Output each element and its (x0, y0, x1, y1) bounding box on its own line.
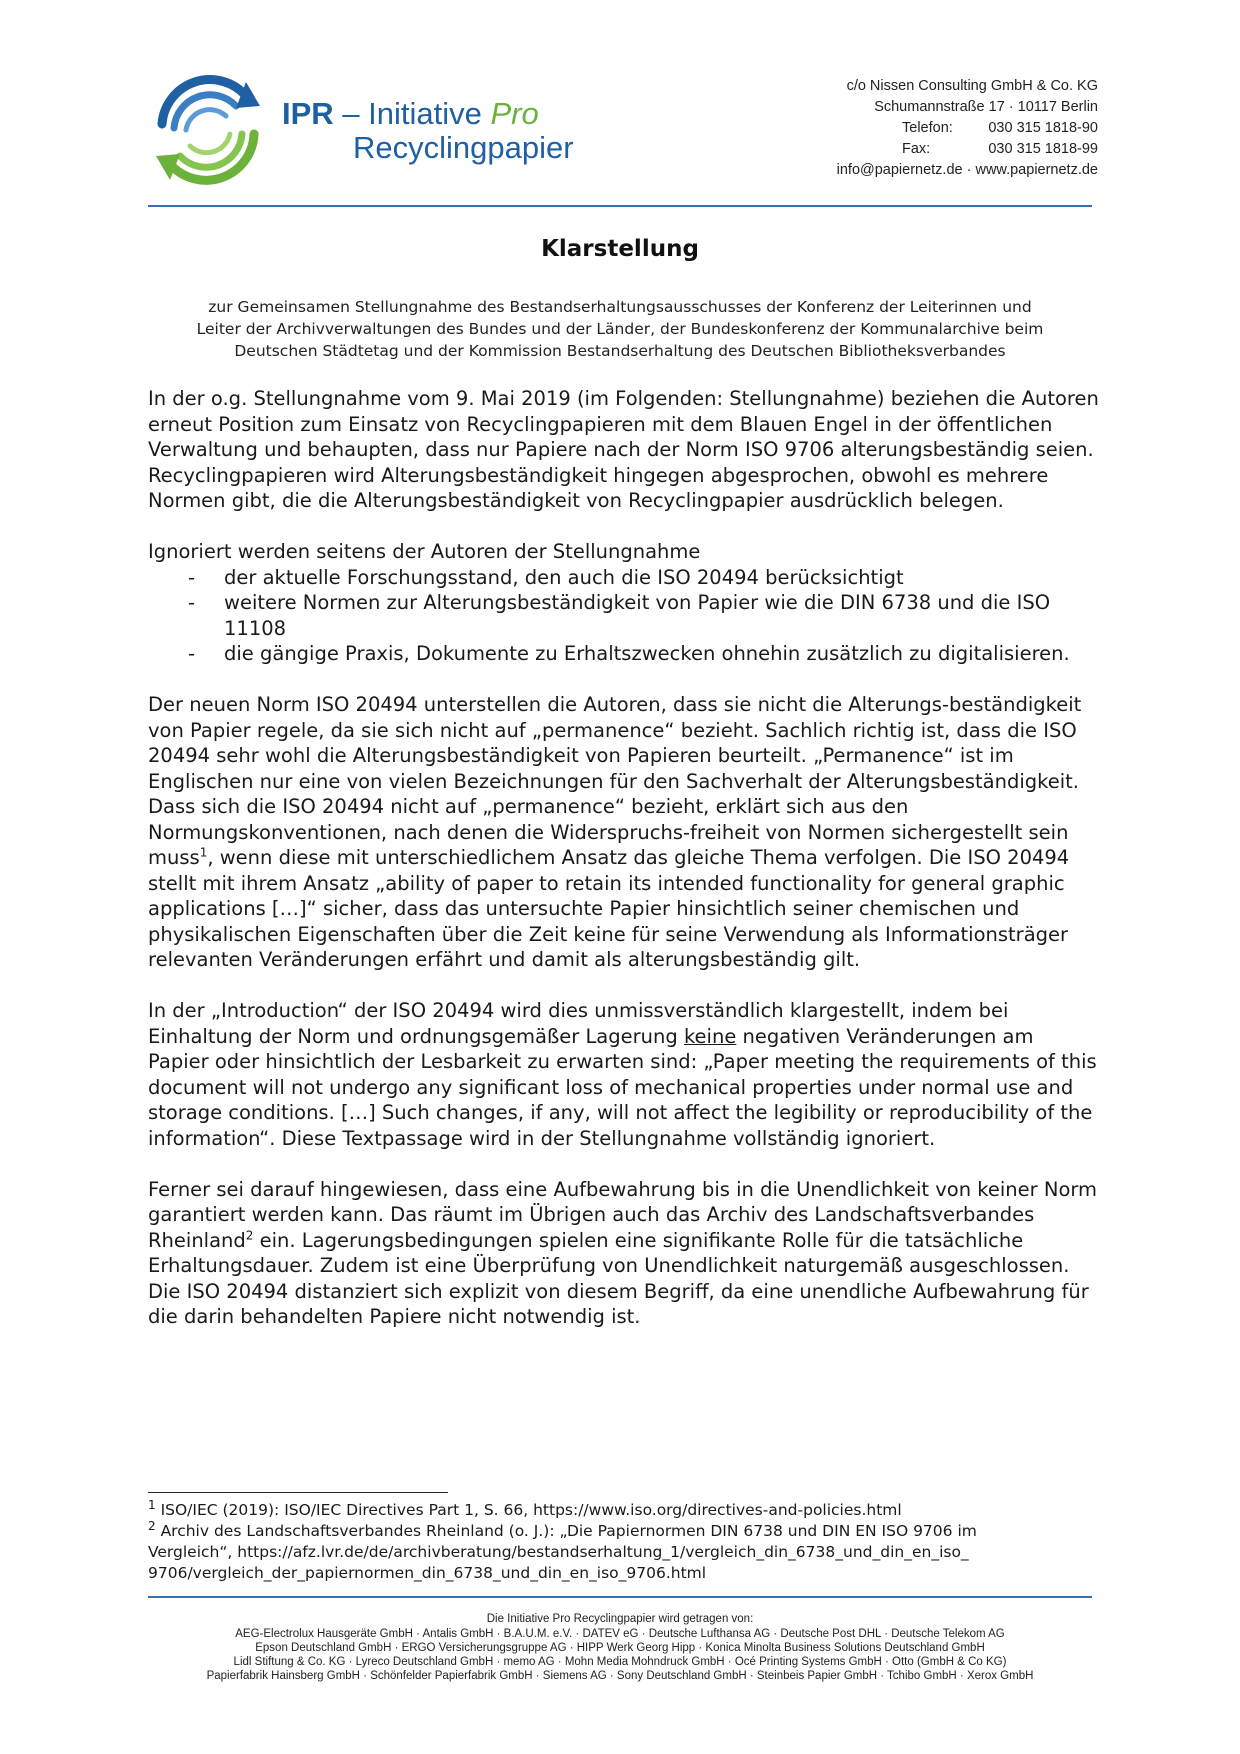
fax-label: Fax: (902, 141, 931, 157)
header-divider (148, 205, 1092, 207)
recycling-swirl-icon (148, 72, 270, 190)
subtitle-line-3: Deutschen Städtetag und der Kommission Bestandserhaltung des Deutschen Bibliotheksverbandes (234, 342, 1006, 360)
footnote-ref-1[interactable]: 1 (199, 845, 208, 860)
paragraph-4-text-a: In der „Introduction“ der ISO 20494 wird dies unmissverständlich klargestellt, indem bei Einhaltung der Norm und ordnungsgemäßer Lagerung (148, 999, 1009, 1048)
underlined-keine: keine (683, 1024, 737, 1048)
subtitle-line-1: zur Gemeinsamen Stellungnahme des Bestandserhaltungsausschusses der Konferenz der Leiterinnen und (208, 298, 1032, 316)
body-text (148, 386, 1100, 1355)
list-item (148, 590, 1100, 641)
logo-abbr: IPR (282, 96, 334, 131)
footnote-2-line-3[interactable]: 9706/vergleich_der_papiernormen_din_6738_und_din_en_iso_9706.html (148, 1564, 707, 1582)
footnotes (148, 1497, 1100, 1584)
paragraph-5-text-b: ein. Lagerungsbedingungen spielen eine signifikante Rolle für die tatsächliche Erhaltungsdauer. Zudem ist eine Überprüfung von Unendlichkeit naturgemäß ausgeschlossen. Die ISO 20494 distanziert sich explizit von diesem Begriff, da eine unendliche Aufbewahrung für die darin behandelten Papiere nicht notwendig ist. (148, 1228, 1089, 1328)
paragraph-5 (148, 1177, 1100, 1330)
paragraph-3-text-b: , wenn diese mit unterschiedlichem Ansatz das gleiche Thema verfolgen. Die ISO 20494 stellt mit ihrem Ansatz „ability of paper to retain its intended functionality for general graphic applications […]“ sicher, dass das untersuchte Papier hinsichtlich seiner chemischen und physikalischen Eigenschaften über die Zeit keine für seine Verwendung als Informationsträger relevanten Veränderungen erfährt und damit als alterungsbeständig gilt. (148, 846, 1070, 971)
list-item (148, 641, 1100, 667)
sender-line-1: c/o Nissen Consulting GmbH & Co. KG (846, 78, 1098, 94)
footnote-2-line-1: Archiv des Landschaftsverbandes Rheinland (o. J.): „Die Papiernormen DIN 6738 und DIN EN ISO 9706 im (155, 1522, 977, 1540)
footnote-1-number: 1 (148, 1497, 156, 1512)
list-dash: - (188, 565, 196, 589)
logo-pro: Pro (490, 96, 539, 131)
list-item-text: der aktuelle Forschungsstand, den auch die ISO 20494 berücksichtigt (224, 565, 904, 589)
sender-line-2: Schumannstraße 17 · 10117 Berlin (874, 99, 1098, 115)
ignored-points-list (148, 565, 1100, 667)
logo-recyclingpapier: Recyclingpapier (353, 130, 574, 165)
paragraph-3-text-a: Der neuen Norm ISO 20494 unterstellen die Autoren, dass sie nicht die Alterungs-beständigkeit von Papier regele, da sie sich nicht auf „permanence“ bezieht. Sachlich richtig ist, dass die ISO 20494 sehr wohl die Alterungsbeständigkeit von Papieren beurteilt. „Permanence“ ist im Englischen nur eine von vielen Bezeichnungen für den Sachverhalt der Alterungsbeständigkeit. Dass sich die ISO 20494 nicht auf „permanence“ bezieht, erklärt sich aus den Normungskonventionen, nach denen die Widerspruchs-freiheit von Normen sichergestellt sein muss (148, 693, 1082, 869)
paragraph-5-text-a: Ferner sei darauf hingewiesen, dass eine Aufbewahrung bis in die Unendlichkeit von keiner Norm garantiert werden kann. Das räumt im Übrigen auch das Archiv des Landschaftsverbandes Rheinland (148, 1177, 1098, 1252)
footer-intro: Die Initiative Pro Recyclingpapier wird getragen von: (486, 1613, 754, 1625)
footnote-divider (148, 1492, 448, 1493)
footnote-1 (148, 1497, 1100, 1521)
sender-phone-row (837, 118, 1098, 139)
fax-number: 030 315 1818-99 (988, 141, 1098, 157)
paragraph-4 (148, 998, 1100, 1151)
phone-number: 030 315 1818-90 (988, 120, 1098, 136)
list-item-text: die gängige Praxis, Dokumente zu Erhaltszwecken ohnehin zusätzlich zu digitalisieren. (224, 642, 1070, 665)
logo-initiative: – Initiative (333, 96, 491, 131)
phone-label: Telefon: (902, 120, 953, 136)
paragraph-3 (148, 692, 1100, 973)
footer-divider (148, 1596, 1092, 1598)
sender-contact: info@papiernetz.de · www.papiernetz.de (836, 162, 1098, 178)
footer-line-1: AEG-Electrolux Hausgeräte GmbH · Antalis GmbH · B.A.U.M. e.V. · DATEV eG · Deutsche Lufthansa AG · Deutsche Post DHL · Deutsche Telekom AG (235, 1628, 1005, 1640)
footer-line-2: Epson Deutschland GmbH · ERGO Versicherungsgruppe AG · HIPP Werk Georg Hipp · Konica Minolta Business Solutions Deutschland GmbH (255, 1642, 985, 1654)
footnote-ref-2[interactable]: 2 (245, 1228, 254, 1242)
footnote-2 (148, 1518, 1100, 1542)
footnote-2-line-2[interactable]: Vergleich“, https://afz.lvr.de/de/archivberatung/bestandserhaltung_1/vergleich_din_6738_und_din_en_iso_ (148, 1543, 969, 1561)
footnote-2-number: 2 (148, 1518, 156, 1533)
page-title: Klarstellung (541, 236, 699, 262)
footer-line-4: Papierfabrik Hainsberg GmbH · Schönfelder Papierfabrik GmbH · Siemens AG · Sony Deutschland GmbH · Steinbeis Papier GmbH · Tchibo GmbH · Xerox GmbH (206, 1670, 1034, 1682)
footer-line-3: Lidl Stiftung & Co. KG · Lyreco Deutschland GmbH · memo AG · Mohn Media Mohndruck GmbH · Océ Printing Systems GmbH · Otto (GmbH & Co KG) (233, 1656, 1007, 1668)
subtitle-line-2: Leiter der Archivverwaltungen des Bundes und der Länder, der Bundeskonferenz der Kommunalarchive beim (196, 320, 1044, 338)
paragraph-4-text-b: negativen Veränderungen am Papier oder hinsichtlich der Lesbarkeit zu erwarten sind: „Paper meeting the requirements of this document will not undergo any significant loss of mechanical properties under normal use and storage conditions. […] Such changes, if any, will not affect the legibility or reproducibility of the information“. Diese Textpassage wird in der Stellungnahme vollständig ignoriert. (148, 1024, 1097, 1150)
sender-address (837, 76, 1098, 181)
footer-supporters (120, 1612, 1120, 1683)
sender-fax-row (837, 139, 1098, 160)
list-item-text: weitere Normen zur Alterungsbeständigkeit von Papier wie die DIN 6738 und die ISO 11108 (224, 591, 1051, 640)
paragraph-2-intro: Ignoriert werden seitens der Autoren der Stellungnahme (148, 540, 701, 563)
list-dash: - (188, 591, 196, 614)
list-item (148, 565, 1100, 591)
logo-wordmark (282, 97, 574, 165)
footnote-1-text[interactable]: ISO/IEC (2019): ISO/IEC Directives Part 1, S. 66, https://www.iso.org/directives-and-policies.html (155, 1501, 902, 1519)
page-subtitle (150, 296, 1090, 362)
list-dash: - (188, 642, 196, 665)
paragraph-1: In der o.g. Stellungnahme vom 9. Mai 2019 (im Folgenden: Stellungnahme) beziehen die Autoren erneut Position zum Einsatz von Recyclingpapieren mit dem Blauen Engel in der öffentlichen Verwaltung und behaupten, dass nur Papiere nach der Norm ISO 9706 alterungsbeständig seien. Recyclingpapieren wird Alterungsbeständigkeit hingegen abgesprochen, obwohl es mehrere Normen gibt, die die Alterungsbeständigkeit von Recyclingpapier ausdrücklich belegen. (148, 387, 1099, 512)
